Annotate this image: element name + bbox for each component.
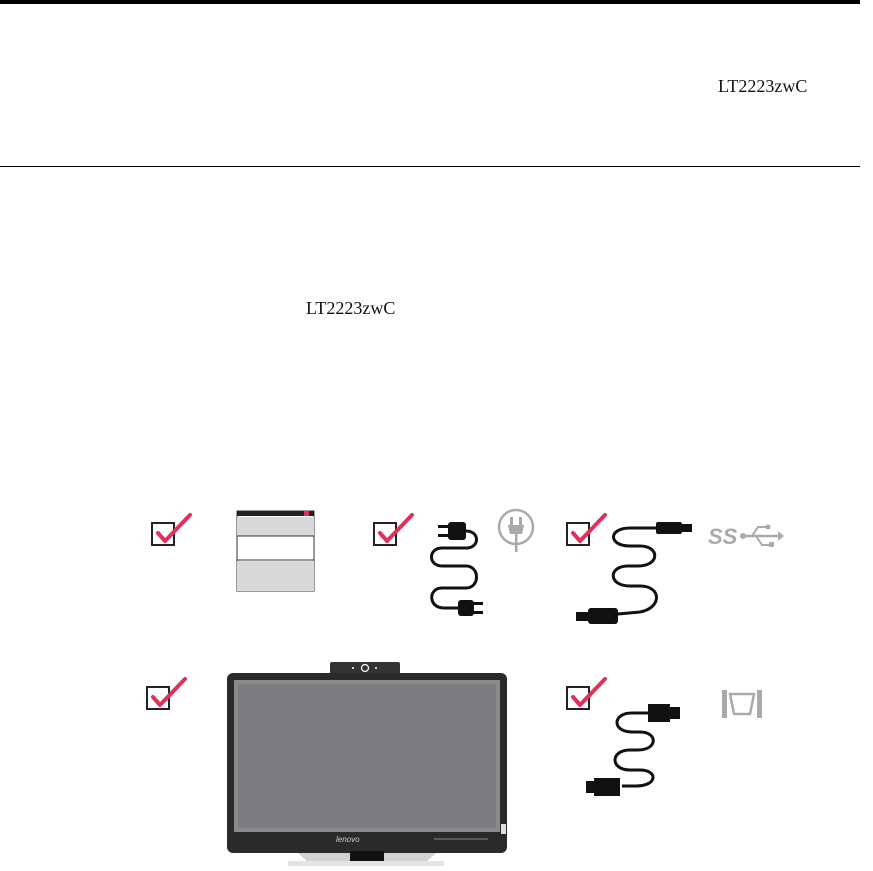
checked-box-icon xyxy=(150,512,194,548)
svg-text:lenovo: lenovo xyxy=(336,835,360,844)
power-plug-symbol-icon xyxy=(496,508,536,559)
checked-box-icon xyxy=(372,512,416,548)
usb3-cable-icon xyxy=(570,516,710,639)
checked-box-icon xyxy=(145,676,189,712)
header-divider xyxy=(0,166,860,167)
vga-port-symbol-icon xyxy=(720,688,764,727)
top-rule xyxy=(0,0,860,4)
svg-text:SS: SS xyxy=(708,524,738,549)
monitor-icon xyxy=(226,658,508,871)
vga-cable-icon xyxy=(582,698,686,807)
header-model-name: LT2223zwC xyxy=(718,76,808,96)
body-model-name: LT2223zwC xyxy=(306,298,396,318)
power-cord-icon xyxy=(420,512,490,629)
document-icon xyxy=(236,510,316,597)
usb-superspeed-logo-icon xyxy=(708,520,784,557)
